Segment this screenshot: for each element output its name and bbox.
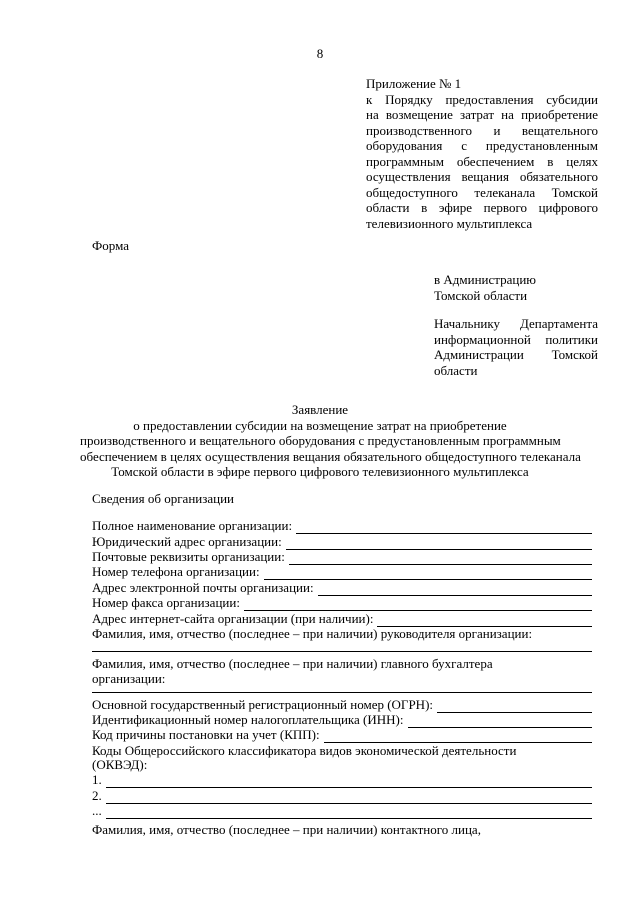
addressee-head bbox=[434, 316, 598, 378]
field-website[interactable] bbox=[92, 611, 592, 627]
blank-line[interactable] bbox=[264, 567, 592, 580]
field-okved-label-2: (ОКВЭД): bbox=[92, 757, 148, 772]
form-label: Форма bbox=[92, 238, 129, 253]
blank-line-head-name[interactable] bbox=[92, 651, 592, 652]
addressee-line: в Администрацию bbox=[434, 272, 536, 287]
field-okved-2[interactable] bbox=[92, 788, 592, 804]
addressee-line: Администрации Томской bbox=[434, 347, 598, 362]
addressee-admin bbox=[434, 272, 598, 303]
field-label: Идентификационный номер налогоплательщика (ИНН): bbox=[92, 712, 404, 727]
field-label: Полное наименование организации: bbox=[92, 518, 293, 533]
addressee-line: области bbox=[434, 362, 478, 378]
field-full-name[interactable] bbox=[92, 518, 592, 534]
field-accountant-label-1: Фамилия, имя, отчество (последнее – при наличии) главного бухгалтера bbox=[92, 656, 493, 671]
appendix-line: общедоступного телеканала Томской bbox=[366, 184, 598, 200]
appendix-line: телевизионного мультиплекса bbox=[366, 215, 533, 231]
field-postal[interactable] bbox=[92, 549, 592, 565]
field-email[interactable] bbox=[92, 580, 592, 596]
blank-line[interactable] bbox=[106, 806, 592, 819]
field-head-name-label: Фамилия, имя, отчество (последнее – при наличии) руководителя организации: bbox=[92, 626, 533, 641]
appendix-block bbox=[366, 76, 598, 231]
field-label: 2. bbox=[92, 788, 102, 803]
field-contact-label: Фамилия, имя, отчество (последнее – при наличии) контактного лица, bbox=[92, 822, 481, 837]
title-line: обеспечением в целях осуществления вещания обязательного общедоступного телеканала bbox=[80, 448, 581, 464]
field-label: 1. bbox=[92, 772, 102, 787]
blank-line[interactable] bbox=[324, 730, 592, 743]
title-line: производственного и вещательного оборудования с предустановленным программным bbox=[80, 433, 561, 448]
field-okved-more[interactable] bbox=[92, 803, 592, 819]
field-ogrn[interactable] bbox=[92, 697, 592, 713]
blank-line-accountant[interactable] bbox=[92, 692, 592, 693]
addressee-line: информационной политики bbox=[434, 331, 598, 347]
field-label: ... bbox=[92, 803, 102, 818]
appendix-line: области в эфире первого цифрового bbox=[366, 200, 598, 215]
title-line: о предоставлении субсидии на возмещение затрат на приобретение bbox=[133, 417, 507, 433]
title-heading: Заявление bbox=[291, 402, 349, 417]
field-label: Юридический адрес организации: bbox=[92, 534, 282, 549]
blank-line[interactable] bbox=[244, 598, 592, 611]
blank-line[interactable] bbox=[106, 775, 592, 788]
field-label: Адрес интернет-сайта организации (при наличии): bbox=[92, 611, 374, 626]
addressee-line: Начальнику Департамента bbox=[434, 316, 598, 331]
field-fax[interactable] bbox=[92, 595, 592, 611]
appendix-line: осуществления вещания обязательного bbox=[366, 169, 598, 184]
field-label: Основной государственный регистрационный номер (ОГРН): bbox=[92, 697, 434, 712]
field-phone[interactable] bbox=[92, 564, 592, 580]
field-kpp[interactable] bbox=[92, 727, 592, 743]
field-label: Почтовые реквизиты организации: bbox=[92, 549, 285, 564]
field-okved-1[interactable] bbox=[92, 772, 592, 788]
document-title bbox=[80, 402, 581, 480]
appendix-line: Приложение № 1 bbox=[366, 76, 462, 91]
blank-line[interactable] bbox=[296, 521, 592, 534]
addressee-line: Томской области bbox=[434, 287, 528, 303]
field-legal-address[interactable] bbox=[92, 534, 592, 550]
field-label: Номер факса организации: bbox=[92, 595, 240, 610]
field-okved-label-1: Коды Общероссийского классификатора видов экономической деятельности bbox=[92, 743, 517, 758]
field-label: Адрес электронной почты организации: bbox=[92, 580, 314, 595]
field-accountant-label-2: организации: bbox=[92, 671, 166, 686]
section-title: Сведения об организации bbox=[92, 491, 235, 506]
title-line: Томской области в эфире первого цифрового телевизионного мультиплекса bbox=[111, 464, 529, 479]
appendix-line: оборудования с предустановленным bbox=[366, 138, 598, 153]
field-label: Номер телефона организации: bbox=[92, 564, 260, 579]
appendix-line: к Порядку предоставления субсидии bbox=[366, 91, 598, 107]
field-inn[interactable] bbox=[92, 712, 592, 728]
appendix-line: программным обеспечением в целях bbox=[366, 153, 598, 169]
appendix-line: на возмещение затрат на приобретение bbox=[366, 107, 598, 122]
field-label: Код причины постановки на учет (КПП): bbox=[92, 727, 320, 742]
page-number: 8 bbox=[316, 46, 324, 61]
appendix-line: производственного и вещательного bbox=[366, 122, 598, 138]
